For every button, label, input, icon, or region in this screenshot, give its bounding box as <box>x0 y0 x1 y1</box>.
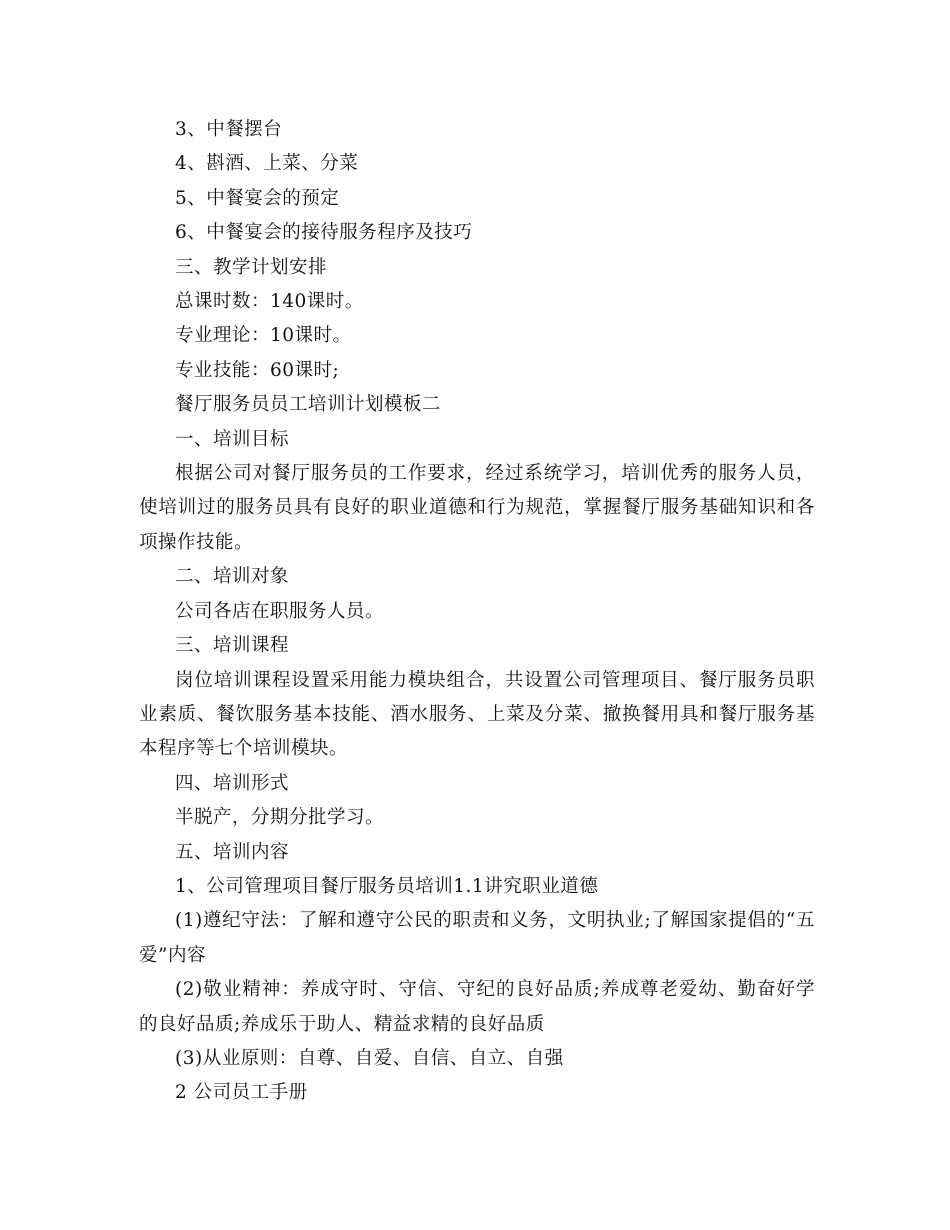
document-body <box>139 113 815 1111</box>
courses-paragraph: 岗位培训课程设置采用能力模块组合，共设置公司管理项目、餐厅服务员职业素质、餐饮服务基本技能、酒水服务、上菜及分菜、撤换餐用具和餐厅服务基本程序等七个培训模块。 <box>139 669 815 760</box>
format-paragraph: 半脱产，分期分批学习。 <box>175 807 385 829</box>
goals-paragraph: 根据公司对餐厅服务员的工作要求，经过系统学习，培训优秀的服务人员，使培训过的服务员具有良好的职业道德和行为规范，掌握餐厅服务基础知识和各项操作技能。 <box>139 463 815 553</box>
skill-hours-line: 专业技能：60课时; <box>175 359 340 381</box>
list-item-banquet-booking: 5、中餐宴会的预定 <box>175 187 340 209</box>
content-item-handbook: 2 公司员工手册 <box>175 1082 308 1104</box>
section-heading-courses: 三、培训课程 <box>175 635 290 657</box>
theory-hours-line: 专业理论：10课时。 <box>175 325 352 347</box>
section-heading-audience: 二、培训对象 <box>175 566 290 588</box>
content-item-ethics: 1、公司管理项目餐厅服务员培训1.1讲究职业道德 <box>175 875 599 897</box>
list-item-pouring-serving: 4、斟酒、上菜、分菜 <box>175 153 359 175</box>
section-heading-format: 四、培训形式 <box>175 772 290 794</box>
section-heading-content: 五、培训内容 <box>175 841 290 863</box>
list-item-chinese-table-setting: 3、中餐摆台 <box>175 119 283 140</box>
template-title: 餐厅服务员员工培训计划模板二 <box>175 394 442 416</box>
list-item-banquet-service: 6、中餐宴会的接待服务程序及技巧 <box>175 222 473 244</box>
section-heading-teaching-plan: 三、教学计划安排 <box>175 256 328 278</box>
content-item-principles: (3)从业原则：自尊、自爱、自信、自立、自强 <box>175 1047 564 1069</box>
audience-paragraph: 公司各店在职服务人员。 <box>175 600 385 622</box>
total-hours-line: 总课时数：140课时。 <box>175 291 364 313</box>
content-item-dedication: (2)敬业精神：养成守时、守信、守纪的良好品质;养成尊老爱幼、勤奋好学的良好品质;养成乐于助人、精益求精的良好品质 <box>139 979 815 1035</box>
section-heading-goals: 一、培训目标 <box>175 428 290 450</box>
content-item-law: (1)遵纪守法：了解和遵守公民的职责和义务，文明执业;了解国家提倡的“五爱”内容 <box>139 910 815 966</box>
